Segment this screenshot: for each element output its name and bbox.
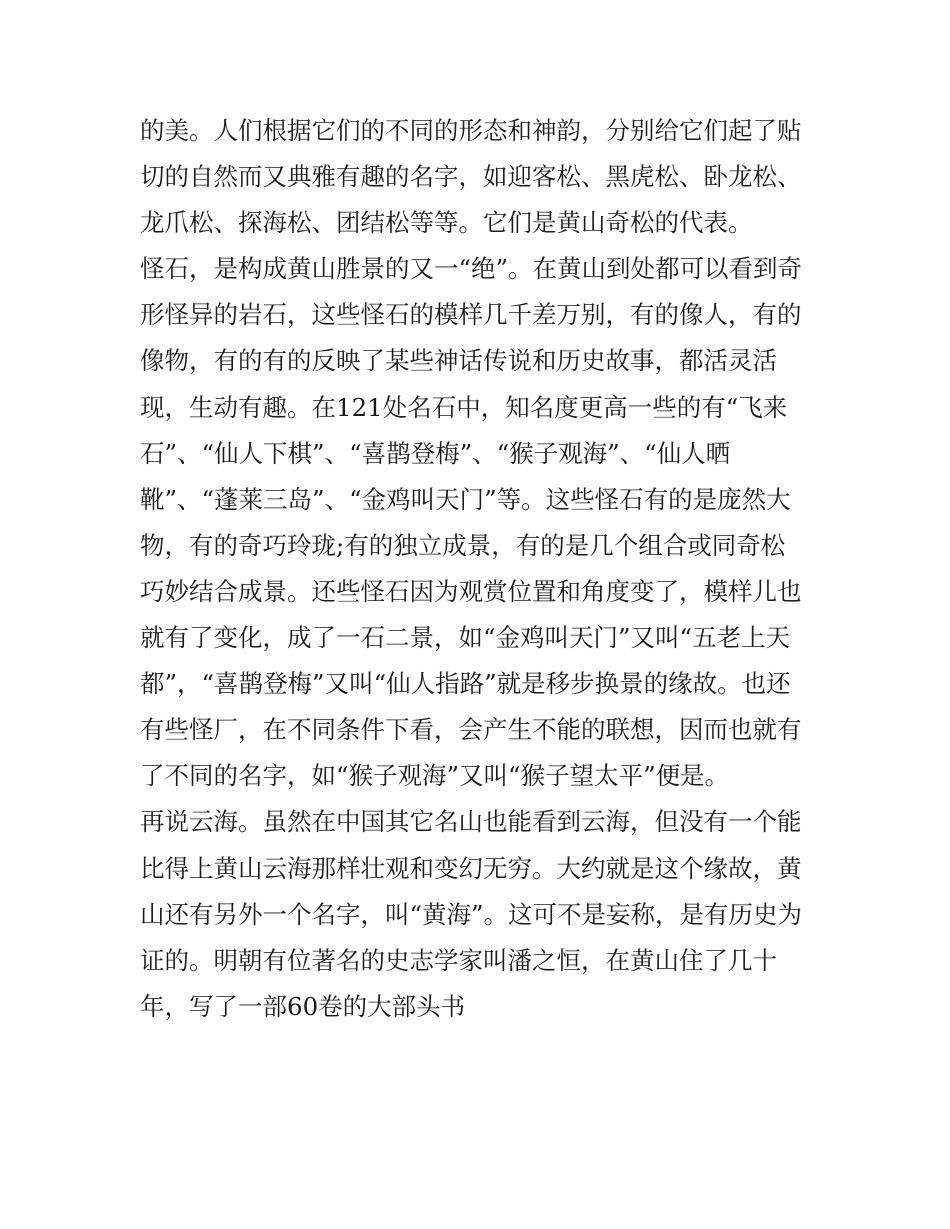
text-line: 石”、“仙人下棋”、“喜鹊登梅”、“猴子观海”、“仙人晒 — [140, 438, 731, 468]
text-line: 切的自然而又典雅有趣的名字，如迎客松、黑虎松、卧龙松、 — [140, 162, 802, 192]
text-line: 怪石，是构成黄山胜景的又一“绝”。在黄山到处都可以看到奇 — [140, 254, 803, 284]
text-line: 的美。人们根据它们的不同的形态和神韵，分别给它们起了贴 — [140, 116, 802, 145]
text-line: 证的。明朝有位著名的史志学家叫潘之恒，在黄山住了几十 — [140, 945, 777, 975]
text-line: 巧妙结合成景。还些怪石因为观赏位置和角度变了，模样儿也 — [140, 576, 802, 606]
text-line: 物，有的奇巧玲珑;有的独立成景，有的是几个组合或同奇松 — [140, 530, 786, 560]
text-line: 都”，“喜鹊登梅”又叫“仙人指路”就是移步换景的缘故。也还 — [140, 669, 791, 699]
text-line: 了不同的名字，如“猴子观海”又叫“猴子望太平”便是。 — [140, 761, 730, 791]
body-text — [140, 108, 820, 1030]
text-line: 形怪异的岩石，这些怪石的模样几千差万别，有的像人，有的 — [140, 300, 802, 330]
text-line: 再说云海。虽然在中国其它名山也能看到云海，但没有一个能 — [140, 807, 802, 837]
text-line: 比得上黄山云海那样壮观和变幻无穷。大约就是这个缘故，黄 — [140, 853, 802, 883]
text-line: 靴”、“蓬莱三岛”、“金鸡叫天门”等。这些怪石有的是庞然大 — [140, 484, 791, 514]
text-line: 年，写了一部60卷的大部头书 — [140, 991, 466, 1021]
text-line: 现，生动有趣。在121处名石中，知名度更高一些的有“飞来 — [140, 392, 788, 422]
text-line: 就有了变化，成了一石二景，如“金鸡叫天门”又叫“五老上天 — [140, 623, 791, 653]
text-line: 龙爪松、探海松、团结松等等。它们是黄山奇松的代表。 — [140, 208, 753, 238]
text-line: 像物，有的有的反映了某些神话传说和历史故事，都活灵活 — [140, 346, 777, 376]
text-line: 山还有另外一个名字，叫“黄海”。这可不是妄称，是有历史为 — [140, 899, 803, 929]
text-line: 有些怪厂，在不同条件下看，会产生不能的联想，因而也就有 — [140, 715, 802, 745]
